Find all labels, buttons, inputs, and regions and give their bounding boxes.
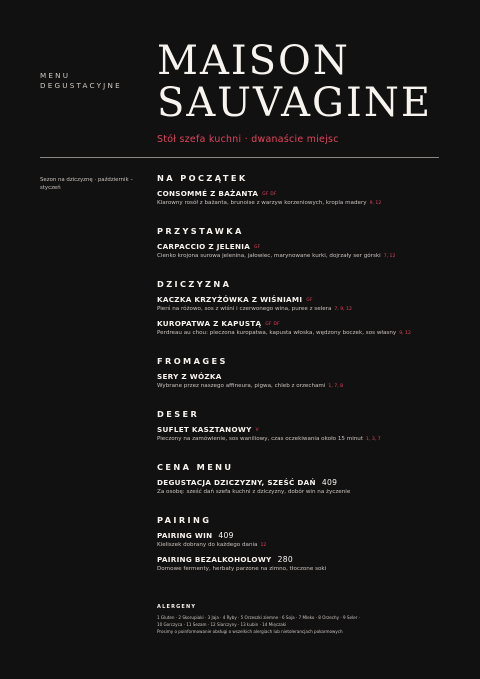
item-description-line [157, 566, 447, 572]
menu-label [40, 71, 122, 91]
section-title: PRZYSTAWKA [157, 226, 244, 236]
item-name-line [157, 189, 447, 198]
allergens-line1: 1 Gluten · 2 Skorupiaki · 3 Jaja · 4 Ryby · 5 Orzeszki ziemne · 6 Soja · 7 Mleko · 8 Orzechy · 9 Seler · [157, 615, 360, 620]
item-description-line [157, 436, 447, 442]
dietary-tag: GF DF [262, 192, 277, 197]
section-title: DESER [157, 409, 200, 419]
season-note: Sezon na dziczyznę · październik – styczeń [40, 177, 134, 191]
item-description: Perdreau au chou: pieczona kuropatwa, kapusta włoska, wędzony boczek, sos własny [157, 330, 397, 336]
section-title: DZICZYZNA [157, 279, 232, 289]
allergen-reference: 12 [260, 543, 267, 548]
item-price: 409 [321, 478, 338, 487]
subtitle: Stół szefa kuchni · dwanaście miejsc [157, 134, 339, 145]
allergens-block [157, 604, 447, 634]
item-description-line [157, 253, 447, 259]
item-description: Domowe fermenty, herbaty parzone na zimno, tłoczone soki [157, 566, 327, 572]
menu-item [157, 478, 447, 495]
allergens-note: Prosimy o poinformowanie obsługi o wszelkich alergiach lub nietolerancjach pokarmowych [157, 629, 343, 634]
allergens-title: ALERGENY [157, 604, 197, 610]
section-title: PAIRING [157, 515, 212, 525]
item-name: SUFLET KASZTANOWY [157, 425, 252, 434]
menu-section [157, 515, 447, 572]
menu-label-line1: MENU [40, 71, 71, 80]
divider [40, 157, 439, 158]
item-name-line [157, 372, 447, 381]
item-description: Wybrane przez naszego affineura, pigwa, chleb z orzechami [157, 383, 326, 389]
menu-section [157, 279, 447, 336]
item-description-line [157, 542, 447, 548]
item-name-line [157, 531, 447, 540]
item-name-line [157, 295, 447, 304]
item-price: 280 [277, 555, 293, 564]
menu-section [157, 173, 447, 206]
menu-item [157, 531, 447, 548]
item-name: PAIRING BEZALKOHOLOWY [157, 555, 272, 564]
item-description-line [157, 306, 447, 312]
allergen-reference: 1, 3, 7 [366, 437, 381, 442]
item-name: DEGUSTACJA DZICZYZNY, SZEŚĆ DAŃ [157, 478, 316, 487]
item-name: PAIRING WIN [157, 531, 213, 540]
menu-section [157, 409, 447, 442]
item-name: CARPACCIO Z JELENIA [157, 242, 251, 251]
dietary-tag: V [255, 428, 259, 433]
dietary-tag: GF [254, 245, 261, 250]
menu-label-line2: DEGUSTACYJNE [40, 81, 122, 90]
item-description-line [157, 200, 447, 206]
title-line1: MAISON [157, 38, 350, 84]
item-name-line [157, 425, 447, 434]
section-title: NA POCZĄTEK [157, 173, 248, 183]
menu-item [157, 425, 447, 442]
restaurant-title [157, 40, 432, 124]
item-name: SERY Z WÓZKA [157, 372, 222, 381]
item-price: 409 [218, 531, 234, 540]
menu-content [157, 173, 447, 592]
title-line2: SAUVAGINE [157, 80, 433, 126]
menu-item [157, 372, 447, 389]
dietary-tag: GF DF [265, 322, 280, 327]
item-name-line [157, 242, 447, 251]
allergens-line2: 10 Gorczyca · 11 Sezam · 12 Siarczyny · 13 Łubin · 14 Mięczaki [157, 622, 287, 627]
item-description-line [157, 489, 447, 495]
menu-item [157, 555, 447, 572]
menu-section [157, 462, 447, 495]
allergen-reference: 9, 12 [399, 331, 411, 336]
menu-item [157, 242, 447, 259]
dietary-tag: GF [306, 298, 313, 303]
menu-section [157, 356, 447, 389]
allergen-reference: 9, 12 [369, 201, 382, 206]
item-name-line [157, 319, 447, 328]
menu-section [157, 226, 447, 259]
menu-item [157, 319, 447, 336]
item-description: Cienko krojona surowa jelenina, jałowiec, marynowane kurki, dojrzały ser górski [157, 253, 381, 259]
item-name: KUROPATWA Z KAPUSTĄ [157, 319, 262, 328]
item-description: Pieczony na zamówienie, sos waniliowy, czas oczekiwania około 15 minut [157, 436, 364, 442]
item-description-line [157, 383, 447, 389]
item-description: Kieliszek dobrany do każdego dania [157, 542, 258, 548]
item-description: Za osobę: sześć dań szefa kuchni z dziczyzny, dobór win na życzenie [157, 489, 351, 495]
item-name-line [157, 555, 447, 564]
allergen-reference: 1, 7, 8 [328, 384, 344, 389]
section-title: CENA MENU [157, 462, 234, 472]
item-name: KACZKA KRZYŻÓWKA Z WIŚNIAMI [157, 295, 303, 304]
item-description: Pierś na różowo, sos z wiśni i czerwonego wina, puree z selera [157, 306, 332, 312]
allergen-reference: 7, 9, 12 [334, 307, 352, 312]
menu-item [157, 295, 447, 312]
item-name: CONSOMMÉ Z BAŻANTA [157, 189, 259, 198]
allergens-list [157, 614, 447, 628]
allergen-reference: 7, 12 [383, 254, 396, 259]
item-description-line [157, 330, 447, 336]
item-description: Klarowny rosół z bażanta, brunoise z warzyw korzeniowych, kropla madery [157, 200, 367, 206]
section-title: FROMAGES [157, 356, 228, 366]
menu-item [157, 189, 447, 206]
item-name-line [157, 478, 447, 487]
